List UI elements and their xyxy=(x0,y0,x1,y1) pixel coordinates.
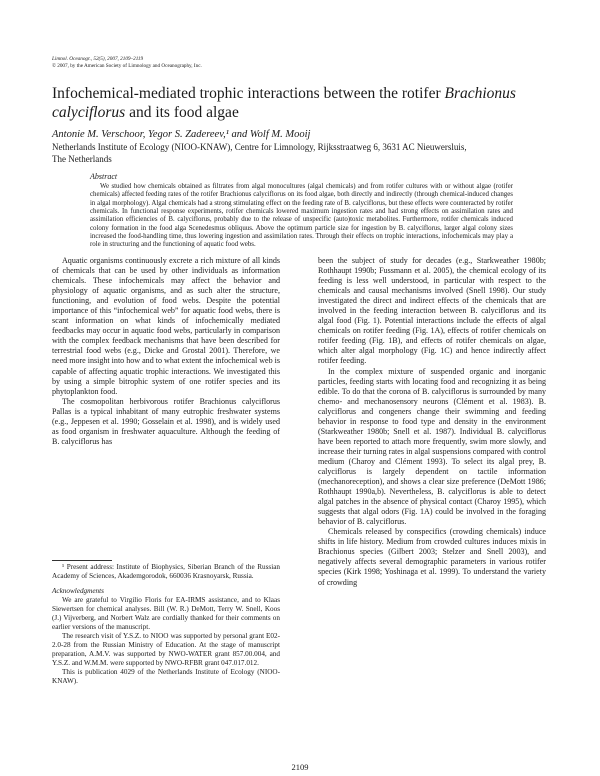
journal-citation-block xyxy=(52,56,352,70)
abstract-text: We studied how chemicals obtained as filtrates from algal monocultures (algal chemicals) and from rotifer cultures with or without algae (rotifer chemicals) affected feeding rates of the rotifer Brachionus calyciflorus on its food algae, both directly and indirectly (through chemical-induced changes in algal morphology). Algal chemicals had a strong stimulating effect on the feeding rate of B. calyciflorus, but these effects were counteracted by rotifer chemicals. In functional response experiments, rotifer chemicals lowered maximum ingestion rates and had strong effects on assimilation rates and assimilation efficiencies of B. calyciflorus, probably due to the release of unspecific (auto)toxic metabolites. Furthermore, rotifer chemicals induced colony formation in the food alga Scenedesmus obliquus. Above the optimum particle size for ingestion by B. calyciflorus, larger algal colony sizes increased the food-handling time, thus lowering ingestion and assimilation rates. Through their effects on trophic interactions, infochemicals may play a role in structuring and the functioning of aquatic food webs. xyxy=(90,183,513,249)
footnotes xyxy=(52,563,280,686)
acknowledgments-paragraph-2: The research visit of Y.S.Z. to NIOO was supported by personal grant E02-2.0-28 from the Russian Ministry of Education. At the stage of manuscript preparation, A.M.V. was supported by NWO-WATER grant 857.00.004, and Y.S.Z. and W.M.M. were supported by NWO-RFBR grant 047.017.012. xyxy=(52,632,280,667)
affiliation-line-1: Netherlands Institute of Ecology (NIOO-KNAW), Centre for Limnology, Rijksstraatweg 6, 3631 AC Nieuwersluis, xyxy=(52,142,467,152)
body-paragraph-3: Chemicals released by conspecifics (crowding chemicals) induce shifts in life history. Medium from crowded cultures induces mixis in Brachionus species (Gilbert 2003; Stelzer and Snell 2003), and negatively affects several demographic parameters in various rotifer species (Kirk 1998; Yoshinaga et al. 1999). To understand the variety of crowding xyxy=(318,527,546,587)
journal-citation: Limnol. Oceanogr., 52(5), 2007, 2109–2119 xyxy=(52,56,144,62)
intro-paragraph-1: Aquatic organisms continuously excrete a rich mixture of all kinds of chemicals that can be used by other individuals as information chemicals. These infochemicals may affect the behavior and physiology of aquatic organisms, and as such alter the structure, functioning, and evolution of food webs. Despite the potential importance of this “infochemical web” for aquatic food webs, there is scant information on what kinds of infochemically mediated feedbacks may occur in aquatic food webs, particularly in comparison with the complex feedback mechanisms that have been described for terrestrial food webs (e.g., Dicke and Grostal 2001). Therefore, we need more insight into how and to what extent the infochemical web is capable of affecting aquatic trophic interactions. We investigated this by using a simple bitrophic system of one rotifer species and its phytoplankton food. xyxy=(52,256,280,396)
affiliation-line-2: The Netherlands xyxy=(52,153,112,164)
title-part-1: Infochemical-mediated trophic interactions between the rotifer xyxy=(52,85,445,102)
affiliation xyxy=(52,142,552,165)
page-number: 2109 xyxy=(291,762,309,772)
title-species: Brachionus calyciflorus xyxy=(52,85,516,121)
intro-paragraph-2: The cosmopolitan herbivorous rotifer Brachionus calyciflorus Pallas is a typical inhabitant of many eutrophic freshwater systems (e.g., Jeppesen et al. 1990; Gosselain et al. 1998), and is widely used as food organism in freshwater aquaculture. Although the feeding of B. calyciflorus has xyxy=(52,396,280,446)
body-paragraph-2: In the complex mixture of suspended organic and inorganic particles, feeding starts with locating food and recognizing it as being edible. To do that the corona of B. calyciflorus is surrounded by many chemo- and mechanosensory neurons (Clément et al. 1983). B. calyciflorus and congeners change their swimming and feeding behavior in response to food type and density in the environment (Starkweather 1980b; Snell et al. 1987). Individual B. calyciflorus have been reported to attach more frequently, swim more slowly, and increase their turning rates in algal suspensions compared with control medium (Charoy and Clément 1993). To select its algal prey, B. calyciflorus is largely dependent on tactile information (mechanoreception), and shows a clear size preference (DeMott 1986; Rothhaupt 1990a,b). Nevertheless, B. calyciflorus is able to detect algal patches in the absence of physical contact (Charoy 1995), which suggests that algal odors (Fig. 1A) could be involved in the foraging behavior of B. calyciflorus. xyxy=(318,366,546,527)
abstract-heading: Abstract xyxy=(90,172,118,181)
title-part-2: and its food algae xyxy=(125,104,239,121)
footnote-divider xyxy=(52,560,112,561)
footnote-address: ¹ Present address: Institute of Biophysics, Siberian Branch of the Russian Academy of Sciences, Akademgorodok, 660036 Krasnoyarsk, Russia. xyxy=(52,563,280,580)
acknowledgments-heading: Acknowledgments xyxy=(52,587,104,595)
body-paragraph-1: been the subject of study for decades (e.g., Starkweather 1980b; Rothhaupt 1990b; Fussmann et al. 2005), the chemical ecology of its feeding is less well understood, in particular with respect to the chemicals and causal mechanisms involved (Snell 1998). Our study investigated the direct and indirect effects of the chemicals that are involved in the feeding interaction between B. calyciflorus and its algal food (Fig. 1). Potential interactions include the effects of algal chemicals on rotifer feeding (Fig. 1A), effects of rotifer chemicals on rotifer feeding (Fig. 1B), and effects of rotifer chemicals on algae, which alter algal morphology (Fig. 1C) and hence indirectly affect rotifer feeding. xyxy=(318,256,546,366)
author-list: Antonie M. Verschoor, Yegor S. Zadereev,¹ and Wolf M. Mooij xyxy=(52,129,311,140)
copyright-notice: © 2007, by the American Society of Limnology and Oceanography, Inc. xyxy=(52,63,202,69)
right-column xyxy=(318,256,546,588)
acknowledgments-paragraph-3: This is publication 4029 of the Netherlands Institute of Ecology (NIOO-KNAW). xyxy=(52,668,280,685)
left-column xyxy=(52,256,280,447)
article-title xyxy=(52,84,552,122)
acknowledgments-paragraph-1: We are grateful to Virgilio Floris for EA-IRMS assistance, and to Klaas Siewertsen for chemical analyses. Bill (W. R.) DeMott, Terry W. Snell, Koos (J.) Vijverberg, and Norbert Walz are cordially thanked for their comments on earlier versions of the manuscript. xyxy=(52,596,280,631)
